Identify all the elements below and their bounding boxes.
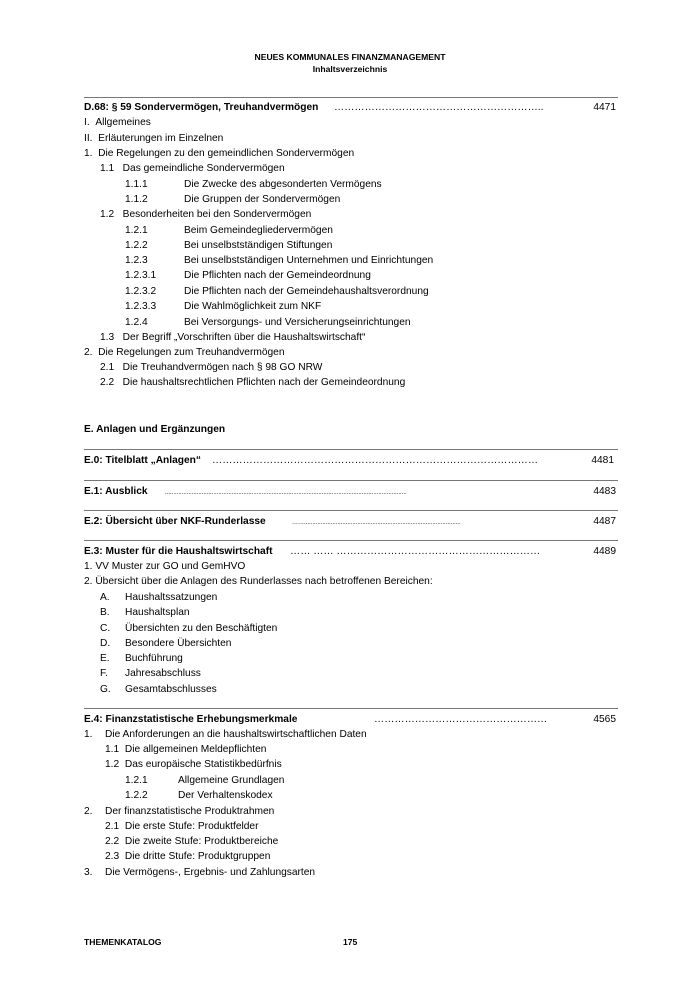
toc-entry-e1-title[interactable]: E.1: Ausblick: [84, 486, 148, 497]
toc-line: 2.2 Die zweite Stufe: Produktbereiche: [105, 836, 279, 847]
toc-line-num: 1.1.1: [125, 179, 148, 190]
toc-line: 1.1 Die allgemeinen Meldepflichten: [105, 744, 267, 755]
toc-entry-e0-title[interactable]: E.0: Titelblatt „Anlagen“: [84, 455, 201, 466]
toc-line-num: 1.2.2: [125, 790, 148, 801]
toc-line-text: Buchführung: [125, 653, 183, 664]
toc-leader-dots: ……………………………………………: [374, 714, 548, 725]
toc-line-text: Allgemeine Grundlagen: [178, 775, 285, 786]
toc-line: 2.3 Die dritte Stufe: Produktgruppen: [105, 851, 271, 862]
toc-line: 2. Die Regelungen zum Treuhandvermögen: [84, 347, 285, 358]
toc-entry-e4-title[interactable]: E.4: Finanzstatistische Erhebungsmerkmale: [84, 714, 298, 725]
toc-line-num: 1.2.3.3: [125, 301, 157, 312]
toc-line-text: Bei unselbstständigen Unternehmen und Einrichtungen: [184, 255, 434, 266]
divider: [84, 449, 618, 450]
toc-line-num: C.: [100, 623, 111, 634]
toc-entry-e2-page[interactable]: 4487: [593, 516, 616, 527]
toc-line-num: F.: [100, 668, 108, 679]
toc-line: 1.3 Der Begriff „Vorschriften über die Haushaltswirtschaft“: [100, 332, 366, 343]
toc-leader-dots: …… …… ……………………………………………………: [290, 546, 541, 557]
toc-leader-dots: ……………………………………………………………………………………: [212, 455, 538, 466]
toc-entry-d68-title[interactable]: D.68: § 59 Sondervermögen, Treuhandvermögen: [84, 102, 319, 113]
section-heading: E. Anlagen und Ergänzungen: [84, 424, 226, 435]
toc-line: 1.2 Besonderheiten bei den Sondervermögen: [100, 209, 312, 220]
toc-line-text: Die Vermögens-, Ergebnis- und Zahlungsarten: [105, 867, 316, 878]
toc-line: 2.1 Die Treuhandvermögen nach § 98 GO NRW: [100, 362, 323, 373]
toc-line: I. Allgemeines: [84, 117, 151, 128]
toc-line-num: B.: [100, 607, 110, 618]
toc-line: 1.1 Das gemeindliche Sondervermögen: [100, 163, 285, 174]
divider: [84, 708, 618, 709]
divider: [84, 540, 618, 541]
toc-entry-e3-page[interactable]: 4489: [593, 546, 616, 557]
toc-leader-dots: ……………………………………………………..: [334, 102, 544, 113]
toc-entry-e1-page[interactable]: 4483: [593, 486, 616, 497]
toc-line: 1. VV Muster zur GO und GemHVO: [84, 561, 246, 572]
toc-entry-e2-title[interactable]: E.2: Übersicht über NKF-Runderlasse: [84, 516, 266, 527]
toc-line-num: A.: [100, 592, 110, 603]
toc-line-text: Bei unselbstständigen Stiftungen: [184, 240, 333, 251]
document-subtitle: Inhaltsverzeichnis: [312, 64, 388, 74]
document-title: NEUES KOMMUNALES FINANZMANAGEMENT: [254, 52, 446, 62]
toc-line-text: Bei Versorgungs- und Versicherungseinrichtungen: [184, 317, 411, 328]
toc-line-num: 1.2.3: [125, 255, 148, 266]
toc-line: 1.2 Das europäische Statistikbedürfnis: [105, 759, 282, 770]
footer-label: THEMENKATALOG: [84, 937, 162, 947]
divider: [84, 510, 618, 511]
toc-line-num: 1.2.3.1: [125, 270, 157, 281]
toc-line: 2.1 Die erste Stufe: Produktfelder: [105, 821, 259, 832]
toc-line-text: Jahresabschluss: [125, 668, 201, 679]
toc-entry-e4-page[interactable]: 4565: [593, 714, 616, 725]
toc-line-num: 1.2.1: [125, 225, 148, 236]
toc-line-text: Die Anforderungen an die haushaltswirtschaftlichen Daten: [105, 729, 367, 740]
toc-line-num: 1.2.3.2: [125, 286, 157, 297]
toc-line-num: 1.1.2: [125, 194, 148, 205]
toc-line-text: Haushaltssatzungen: [125, 592, 218, 603]
toc-leader-dots: ……..............................................................................................: [292, 520, 461, 526]
toc-line-num: 3.: [84, 867, 93, 878]
toc-line-text: Die Pflichten nach der Gemeindeordnung: [184, 270, 371, 281]
toc-line-text: Der finanzstatistische Produktrahmen: [105, 806, 275, 817]
toc-line-text: Die Zwecke des abgesonderten Vermögens: [184, 179, 382, 190]
toc-entry-d68-page[interactable]: 4471: [593, 102, 616, 113]
toc-line-num: 1.2.4: [125, 317, 148, 328]
toc-line: 2.2 Die haushaltsrechtlichen Pflichten nach der Gemeindeordnung: [100, 377, 406, 388]
toc-line-text: Die Wahlmöglichkeit zum NKF: [184, 301, 322, 312]
toc-line-text: Die Gruppen der Sondervermögen: [184, 194, 341, 205]
toc-line-num: D.: [100, 638, 111, 649]
toc-line-num: 2.: [84, 806, 93, 817]
toc-line: 2. Übersicht über die Anlagen des Runderlasses nach betroffenen Bereichen:: [84, 576, 433, 587]
divider: [84, 97, 618, 98]
toc-leader-dots: .................................................................................................................................................: [165, 490, 407, 496]
toc-line-text: Übersichten zu den Beschäftigten: [125, 623, 278, 634]
toc-line-text: Der Verhaltenskodex: [178, 790, 273, 801]
toc-entry-e3-title[interactable]: E.3: Muster für die Haushaltswirtschaft: [84, 546, 273, 557]
toc-line-text: Besondere Übersichten: [125, 638, 232, 649]
toc-line-num: 1.2.1: [125, 775, 148, 786]
toc-line: II. Erläuterungen im Einzelnen: [84, 133, 224, 144]
toc-line-num: E.: [100, 653, 110, 664]
toc-line-text: Haushaltsplan: [125, 607, 190, 618]
page-number: 175: [343, 937, 358, 947]
toc-line-num: 1.: [84, 729, 93, 740]
toc-line-num: 1.2.2: [125, 240, 148, 251]
toc-line-num: G.: [100, 684, 111, 695]
toc-line-text: Die Pflichten nach der Gemeindehaushaltsverordnung: [184, 286, 429, 297]
toc-line: 1. Die Regelungen zu den gemeindlichen Sondervermögen: [84, 148, 355, 159]
toc-line-text: Gesamtabschlusses: [125, 684, 217, 695]
toc-line-text: Beim Gemeindegliedervermögen: [184, 225, 333, 236]
divider: [84, 480, 618, 481]
toc-entry-e0-page[interactable]: 4481: [591, 455, 614, 466]
